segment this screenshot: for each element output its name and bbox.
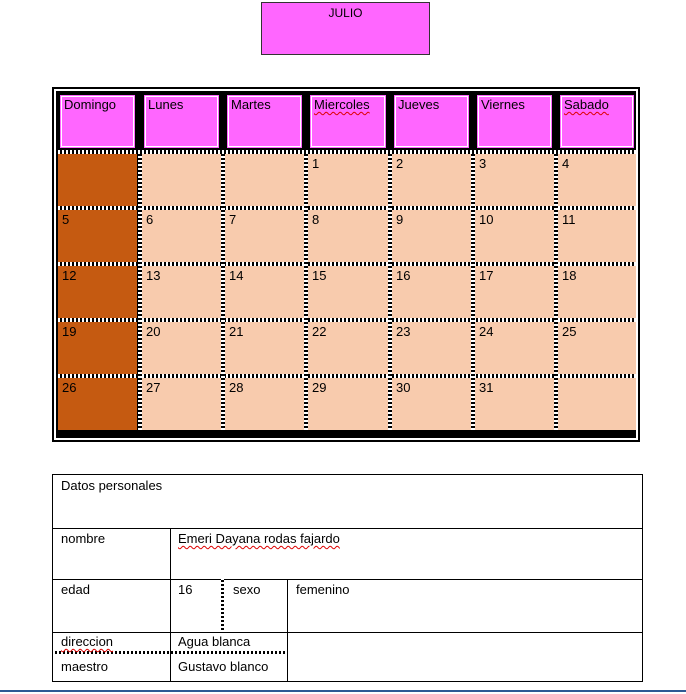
row-separator	[58, 262, 636, 266]
calendar-table	[52, 87, 640, 442]
calendar-day-cell	[225, 266, 304, 318]
sexo-label: sexo	[233, 582, 261, 597]
calendar-day-cell	[142, 378, 221, 430]
day-number: 21	[229, 324, 244, 339]
sexo-value: femenino	[296, 582, 350, 597]
column-separator	[388, 154, 392, 430]
column-separator	[304, 154, 308, 430]
day-number: 29	[312, 380, 327, 395]
day-number: 19	[62, 324, 77, 339]
weekday-label: Miercoles	[314, 97, 370, 112]
day-number: 15	[312, 268, 327, 283]
day-number: 13	[146, 268, 161, 283]
day-number: 6	[146, 212, 154, 227]
calendar-day-cell	[58, 378, 137, 430]
row-separator	[58, 206, 636, 210]
calendar-day-cell	[475, 322, 554, 374]
calendar-day-cell	[475, 210, 554, 262]
calendar-day-cell	[225, 210, 304, 262]
day-number: 7	[229, 212, 237, 227]
calendar-day-cell	[308, 210, 388, 262]
day-number: 2	[396, 156, 404, 171]
calendar-day-cell	[58, 322, 137, 374]
day-number: 3	[479, 156, 487, 171]
calendar-day-cell	[58, 154, 137, 206]
calendar-day-cell	[58, 210, 137, 262]
calendar-grid	[56, 91, 636, 438]
weekday-label: Martes	[231, 97, 271, 112]
calendar-day-cell	[392, 266, 471, 318]
weekday-header-viernes	[475, 93, 554, 150]
day-number: 30	[396, 380, 411, 395]
weekday-label: Lunes	[148, 97, 184, 112]
calendar-day-cell	[558, 266, 636, 318]
calendar-day-cell	[475, 378, 554, 430]
day-number: 17	[479, 268, 494, 283]
weekday-label: Jueves	[398, 97, 440, 112]
day-number: 12	[62, 268, 77, 283]
page-bottom-rule	[0, 690, 686, 692]
day-number: 31	[479, 380, 494, 395]
day-number: 9	[396, 212, 404, 227]
day-number: 10	[479, 212, 494, 227]
nombre-label: nombre	[61, 531, 106, 546]
weekday-header-jueves	[392, 93, 471, 150]
day-number: 24	[479, 324, 494, 339]
calendar-day-cell	[308, 322, 388, 374]
day-number: 28	[229, 380, 244, 395]
day-number: 16	[396, 268, 411, 283]
calendar-day-cell	[308, 266, 388, 318]
direccion-label-text: direccion	[61, 634, 114, 649]
weekday-header-lunes	[142, 93, 221, 150]
row-separator	[58, 374, 636, 378]
month-title-box	[261, 2, 430, 55]
edad-value: 16	[178, 582, 193, 597]
calendar-day-cell	[225, 322, 304, 374]
maestro-label: maestro	[61, 659, 108, 674]
calendar-day-cell	[58, 266, 137, 318]
calendar-day-cell	[225, 378, 304, 430]
column-separator	[554, 154, 558, 430]
column-separator	[221, 154, 225, 430]
calendar-day-cell	[558, 378, 636, 430]
calendar-day-cell	[308, 378, 388, 430]
nombre-value	[178, 531, 340, 546]
day-number: 27	[146, 380, 161, 395]
day-number: 22	[312, 324, 327, 339]
calendar-day-cell	[475, 154, 554, 206]
day-number: 8	[312, 212, 320, 227]
weekday-header-miercoles	[308, 93, 388, 150]
personal-data-title: Datos personales	[61, 478, 163, 493]
calendar-day-cell	[475, 266, 554, 318]
calendar-day-cell	[392, 322, 471, 374]
direccion-label	[61, 634, 113, 649]
personal-data-table	[52, 474, 643, 682]
day-number: 20	[146, 324, 161, 339]
calendar-day-cell	[225, 154, 304, 206]
weekday-label: Viernes	[481, 97, 525, 112]
weekday-header-sabado	[558, 93, 636, 150]
day-number: 18	[562, 268, 577, 283]
day-number: 1	[312, 156, 320, 171]
direccion-value: Agua blanca	[178, 634, 251, 649]
maestro-value: Gustavo blanco	[178, 659, 269, 674]
day-number: 11	[562, 212, 576, 227]
calendar-day-cell	[142, 266, 221, 318]
nombre-value-text: Emeri Dayana rodas fajardo	[178, 531, 340, 546]
calendar-day-cell	[392, 154, 471, 206]
day-number: 23	[396, 324, 411, 339]
weekday-header-martes	[225, 93, 304, 150]
day-number: 5	[62, 212, 70, 227]
column-separator	[471, 154, 475, 430]
calendar-day-cell	[392, 210, 471, 262]
calendar-day-cell	[142, 210, 221, 262]
day-number: 4	[562, 156, 570, 171]
month-title: JULIO	[328, 6, 363, 20]
calendar-day-cell	[308, 154, 388, 206]
day-number: 26	[62, 380, 77, 395]
weekday-label: Sabado	[564, 97, 609, 112]
column-separator	[138, 154, 142, 430]
weekday-label: Domingo	[64, 97, 117, 112]
calendar-day-cell	[142, 154, 221, 206]
calendar-day-cell	[142, 322, 221, 374]
weekday-header-domingo	[58, 93, 137, 150]
calendar-day-cell	[558, 154, 636, 206]
calendar-day-cell	[558, 210, 636, 262]
row-separator	[58, 150, 636, 154]
calendar-day-cell	[392, 378, 471, 430]
day-number: 25	[562, 324, 577, 339]
row-separator	[58, 318, 636, 322]
edad-label: edad	[61, 582, 90, 597]
day-number: 14	[229, 268, 244, 283]
calendar-day-cell	[558, 322, 636, 374]
